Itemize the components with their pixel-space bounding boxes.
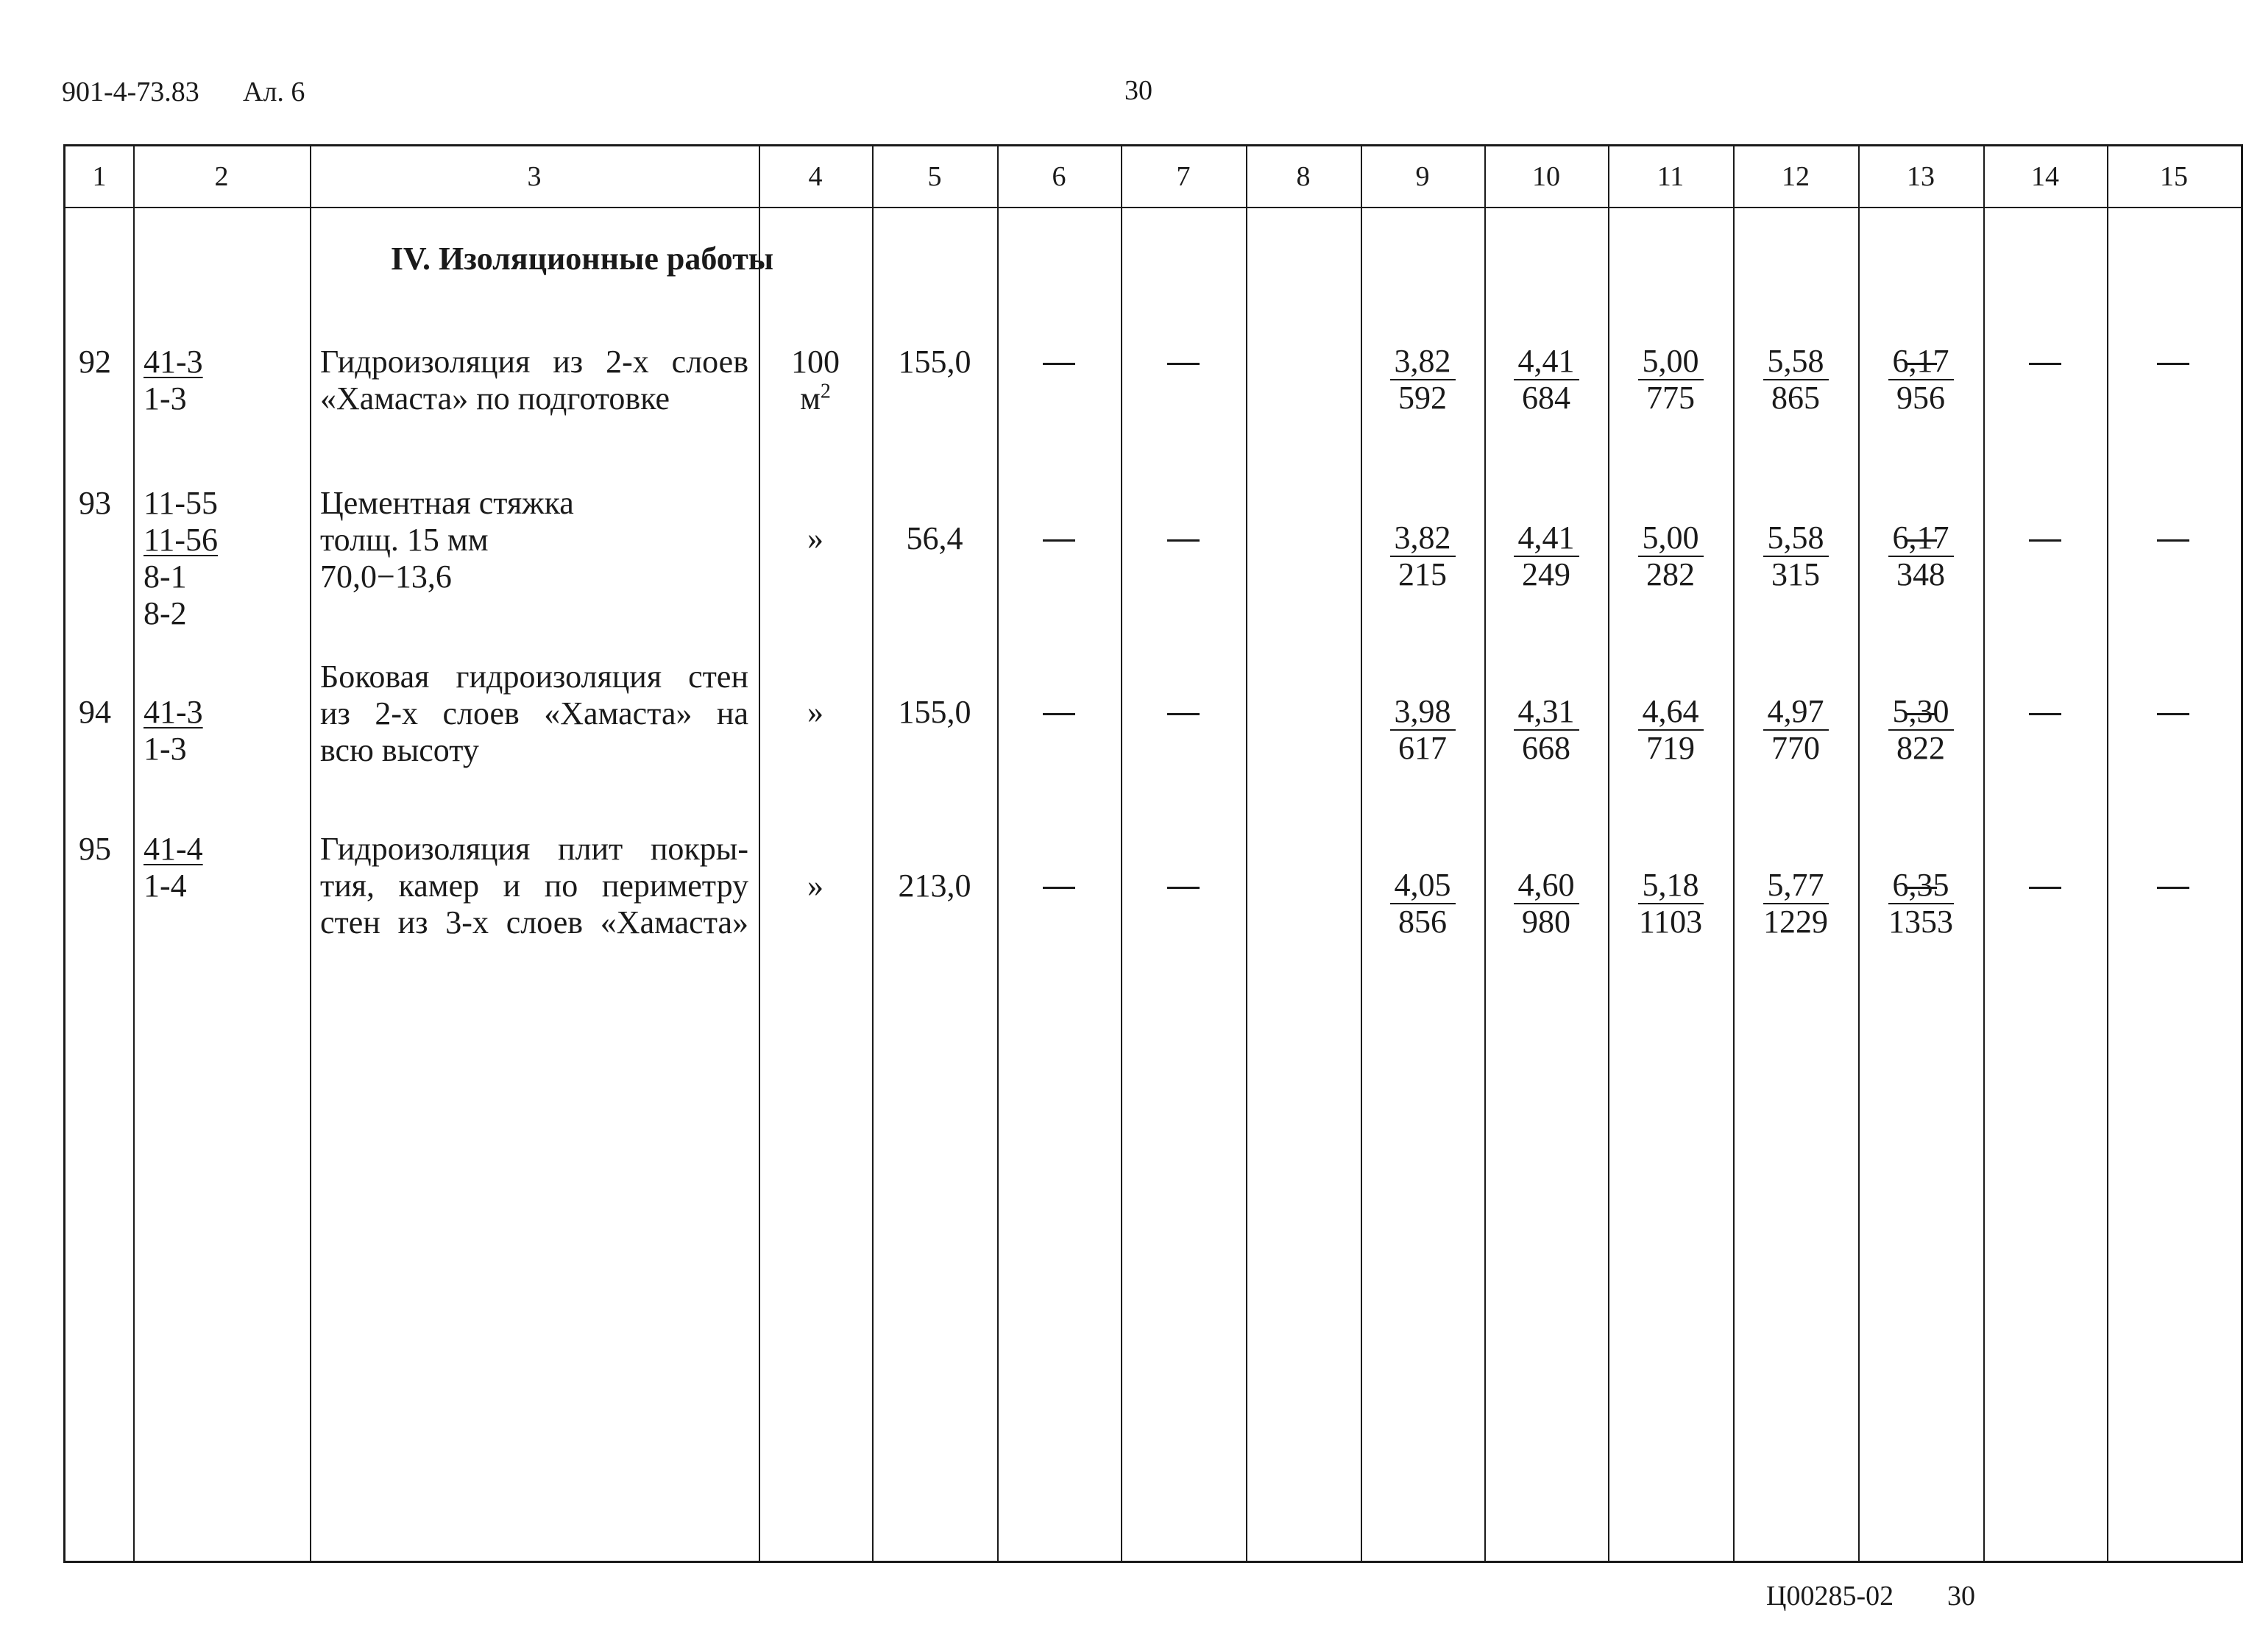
work-description [320,344,748,417]
fraction-bottom: 315 [1771,556,1820,592]
quantity: 213,0 [898,868,971,904]
rate-fraction [1858,694,1983,766]
norm-code: 1-4 [144,868,187,904]
dash-c15 [2157,363,2189,365]
fraction-bottom: 856 [1398,904,1447,940]
dash-c14 [2029,887,2061,889]
quantity: 56,4 [906,520,963,556]
dash-c6 [1043,363,1075,365]
column-number: 2 [214,161,229,192]
fraction-bottom: 865 [1771,380,1820,416]
dash-c15 [2157,887,2189,889]
norm-codes [144,344,203,417]
fraction-top: 5,18 [1638,868,1704,904]
rate-fraction [1608,694,1733,766]
rate-fraction [1484,344,1608,416]
unit-exponent: 2 [820,380,831,403]
dash-c6 [1043,713,1075,715]
norm-code: 11-55 [144,485,219,521]
fraction-top: 4,41 [1514,344,1579,380]
page-number: 30 [1124,75,1152,106]
column-number: 4 [808,161,823,192]
dash-c13 [1905,713,1937,715]
rate-fraction [1484,694,1608,766]
norm-code: 8-2 [144,595,187,631]
fraction-top: 5,58 [1763,520,1829,557]
column-number: 15 [2160,161,2188,192]
fraction-top: 3,98 [1390,694,1456,731]
fraction-bottom: 617 [1398,730,1447,766]
fraction-bottom: 980 [1522,904,1570,940]
dash-c7 [1167,363,1200,365]
column-number: 14 [2031,161,2059,192]
fraction-top: 5,77 [1763,868,1829,904]
dash-c14 [2029,363,2061,365]
description-line: тия, камер и по периметру [320,868,748,904]
rate-fraction [1858,520,1983,592]
rate-fraction [1361,694,1484,766]
unit-value: 100 [791,344,840,380]
rate-fraction [1361,344,1484,416]
norm-code: 41-3 [144,694,203,730]
fraction-top: 5,58 [1763,344,1829,380]
rate-fraction [1608,344,1733,416]
norm-codes [144,831,203,904]
unit-value: » [807,694,823,730]
row-number: 95 [79,831,111,867]
estimate-table [63,144,2243,1563]
rate-fraction [1858,868,1983,940]
description-line: стен из 3-х слоев «Хамаста» [320,904,748,940]
fraction-bottom: 282 [1646,556,1695,592]
fraction-top: 4,97 [1763,694,1829,731]
fraction-bottom: 249 [1522,556,1570,592]
norm-code: 41-4 [144,831,203,867]
row-number: 94 [79,694,111,730]
norm-code: 11-56 [144,522,219,558]
fraction-bottom: 592 [1398,380,1447,416]
dash-c13 [1905,887,1937,889]
fraction-bottom: 668 [1522,730,1570,766]
column-number: 12 [1782,161,1810,192]
norm-code: 1-3 [144,380,187,416]
column-number: 6 [1052,161,1066,192]
sheet-label: Ал. 6 [243,77,305,107]
fraction-top: 5,30 [1888,694,1954,731]
work-description [320,485,748,595]
dash-c15 [2157,539,2189,542]
rate-fraction [1608,520,1733,592]
description-line: Гидроизоляция плит покры- [320,831,748,867]
column-number: 5 [927,161,942,192]
rate-fraction [1361,868,1484,940]
fraction-top: 6,17 [1888,520,1954,557]
rate-fraction [1361,520,1484,592]
fraction-top: 5,00 [1638,344,1704,380]
fraction-bottom: 1103 [1638,904,1703,940]
dash-c7 [1167,713,1200,715]
dash-c14 [2029,539,2061,542]
unit-value: » [807,520,823,556]
description-line: Цементная стяжка [320,485,574,521]
fraction-top: 4,64 [1638,694,1704,731]
work-description [320,659,748,769]
rate-fraction [1733,344,1858,416]
fraction-top: 6,17 [1888,344,1954,380]
description-line: толщ. 15 мм [320,522,489,558]
fraction-bottom: 822 [1896,730,1945,766]
rate-fraction [1484,868,1608,940]
norm-code: 41-3 [144,344,203,380]
column-number: 7 [1176,161,1191,192]
rate-fraction [1733,520,1858,592]
fraction-bottom: 1353 [1888,904,1953,940]
fraction-top: 4,60 [1514,868,1579,904]
column-number: 1 [92,161,107,192]
dash-c7 [1167,887,1200,889]
column-number: 8 [1296,161,1311,192]
rate-fraction [1733,694,1858,766]
row-number: 92 [79,344,111,380]
norm-code: 8-1 [144,559,187,595]
fraction-bottom: 1229 [1763,904,1828,940]
description-line: Боковая гидроизоляция стен [320,659,748,695]
fraction-top: 4,31 [1514,694,1579,731]
description-line: из 2-х слоев «Хамаста» на [320,695,748,731]
dash-c14 [2029,713,2061,715]
column-number: 9 [1415,161,1430,192]
dash-c6 [1043,539,1075,542]
quantity: 155,0 [898,694,971,730]
description-line: «Хамаста» по подготовке [320,380,670,416]
rate-fraction [1484,520,1608,592]
document-code: 901-4-73.83 [62,77,199,107]
dash-c6 [1043,887,1075,889]
unit-label: м [800,380,821,416]
work-description [320,831,748,941]
description-line: 70,0−13,6 [320,559,452,595]
column-number: 10 [1532,161,1560,192]
column-number: 3 [527,161,542,192]
rate-fraction [1858,344,1983,416]
fraction-bottom: 215 [1398,556,1447,592]
norm-codes [144,694,203,767]
fraction-bottom: 956 [1896,380,1945,416]
description-line: Гидроизоляция из 2-х слоев [320,344,748,380]
fraction-top: 3,82 [1390,344,1456,380]
dash-c15 [2157,713,2189,715]
unit [759,344,872,417]
fraction-bottom: 684 [1522,380,1570,416]
description-line: всю высоту [320,732,479,768]
section-title: IV. Изоляционные работы [390,241,774,277]
quantity: 155,0 [898,344,971,380]
norm-codes [144,485,218,632]
unit-value: » [807,868,823,904]
column-number: 13 [1907,161,1935,192]
footer-page-number: 30 [1947,1581,1975,1612]
fraction-top: 5,00 [1638,520,1704,557]
fraction-bottom: 770 [1771,730,1820,766]
rate-fraction [1733,868,1858,940]
fraction-top: 4,05 [1390,868,1456,904]
column-number: 11 [1657,161,1685,192]
fraction-top: 3,82 [1390,520,1456,557]
fraction-bottom: 348 [1896,556,1945,592]
dash-c7 [1167,539,1200,542]
dash-c13 [1905,539,1937,542]
fraction-top: 4,41 [1514,520,1579,557]
rate-fraction [1608,868,1733,940]
footer-code: Ц00285-02 [1766,1581,1894,1612]
norm-code: 1-3 [144,731,187,767]
fraction-bottom: 775 [1646,380,1695,416]
row-number: 93 [79,485,111,521]
fraction-top: 6,35 [1888,868,1954,904]
fraction-bottom: 719 [1646,730,1695,766]
dash-c13 [1905,363,1937,365]
